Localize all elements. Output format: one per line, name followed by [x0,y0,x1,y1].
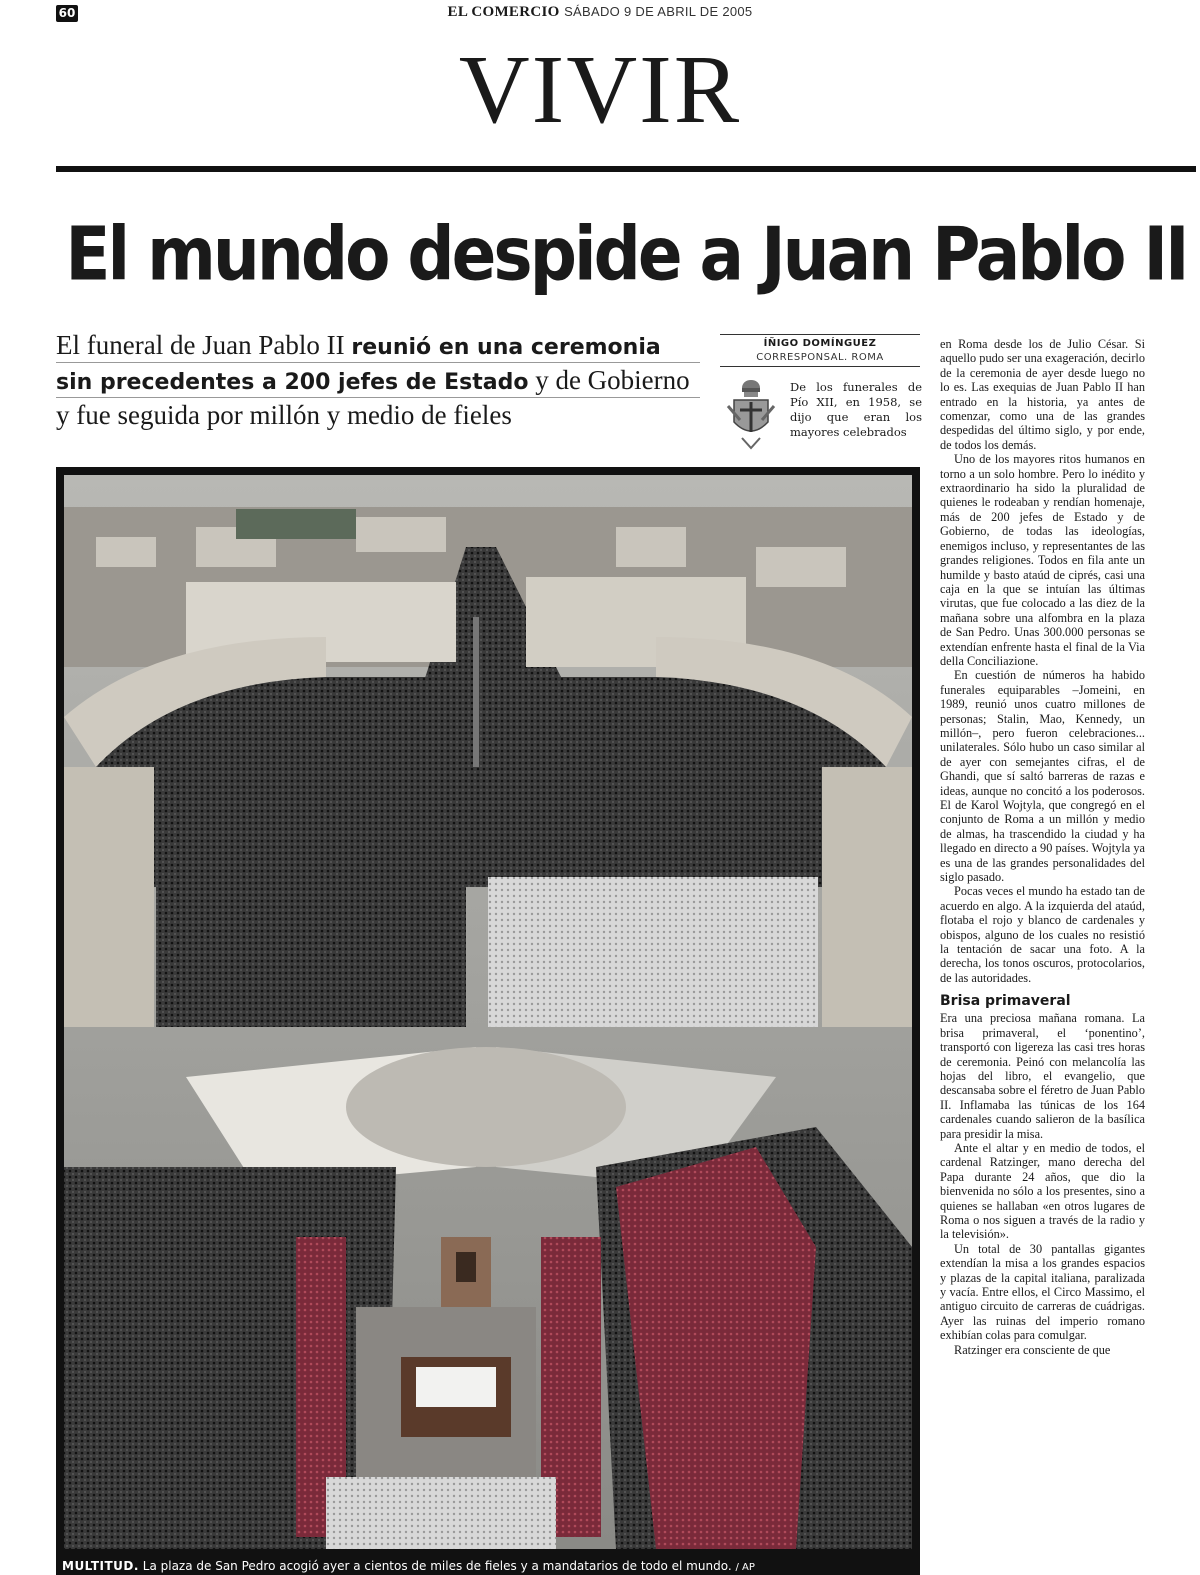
deck-bold: reunió en una ceremonia [351,335,661,360]
body-paragraph: Un total de 30 pantallas gigantes extendían la misa a los grandes espacios y plazas de la capital italiana, paralizada y vacía. Entre ellos, el Circo Massimo, el antiguo circuito de carreras de cuádrigas. Ayer las ruinas del imperio romano exhibían colas para comulgar. [940,1241,1145,1343]
deck-text: y de Gobierno [528,365,690,395]
page-number: 60 [56,5,78,22]
body-paragraph: Ratzinger era consciente de que [954,1342,1111,1357]
deck-text: y fue seguida por millón y medio de fieles [56,400,512,430]
body-paragraph: Pocas veces el mundo ha estado tan de acuerdo en algo. A la izquierda del ataúd, flotaba el rojo y blanco de cardenales y obispos, alguno de los cuales no resistió la tentación de sacar una foto. A la derecha, los tonos oscuros, protocolarios, de las autoridades. [940,884,1145,985]
deck-bold: sin precedentes a 200 jefes de Estado [56,370,529,395]
deck [56,328,700,432]
st-peters-square-photo [56,467,920,1557]
publication-name: EL COMERCIO [447,4,560,20]
caption-label: MULTITUD. [62,1559,139,1573]
headline: El mundo despide a Juan Pablo II [65,211,1187,298]
caption-text: La plaza de San Pedro acogió ayer a cientos de miles de fieles y a mandatarios de todo el mundo. [138,1559,736,1573]
body-paragraph: Uno de los mayores ritos humanos en torno a un solo hombre. Pero lo inédito y extraordinario ha sido la pluralidad de quienes le rodeaban y rendían homenaje, más de 200 jefes de Estado y de Gobierno, de todas las ideologías, enemigos incluso, y representantes de las grandes religiones. Todos en fila ante un humilde y basto ataúd de ciprés, casi una caja en la que se intuían las últimas virutas, que fue colocado a las diez de la mañana sobre una alfombra en la plaza de San Pedro. Unas 300.000 personas se extendían enfrente hasta el final de la Via della Conciliazione. [940,452,1145,668]
photo-caption [56,1557,920,1575]
photo-credit: / AP [735,1562,755,1573]
deck-line-3 [56,398,700,432]
deck-text: El funeral de Juan Pablo II [56,330,352,360]
article-body [940,337,1145,1575]
body-paragraph: Era una preciosa mañana romana. La brisa primaveral, el ‘ponentino’, transportó con ligereza las casi tres horas de ceremonia. Peinó con melancolía las hojas del libro, el evangelio, que descansaba sobre el féretro de Juan Pablo II. Inflamaba las túnicas de los 164 cardenales cuando salieron de la basílica para presidir la misa. [940,1011,1145,1141]
deck-line-2 [56,363,700,398]
deck-line-1 [56,328,700,363]
subhead: Brisa primaveral [940,993,1071,1010]
section-title: VIVIR [458,36,742,144]
byline-role: CORRESPONSAL. ROMA [756,352,884,363]
section-rule [56,166,1196,172]
publication-date: SÁBADO 9 DE ABRIL DE 2005 [564,4,753,19]
body-paragraph: en Roma desde los de Julio César. Si aquello pudo ser una exageración, decirlo de la ceremonia de ayer desde luego no lo es. Las exequias de Juan Pablo II han entrado en la historia, ya antes de comenzar, como una de las grandes despedidas del último siglo, y por ende, de todos los demás. [940,337,1145,452]
masthead [0,4,1200,21]
byline [720,334,920,367]
byline-name: ÍÑIGO DOMÍNGUEZ [763,338,877,349]
body-paragraph: En cuestión de números ha habido funerales equiparables –Jomeini, en 1989, reunió unos cuatro millones de personas; Stalin, Mao, Kennedy, un millón–, pero fueron celebraciones... unilaterales. Sólo hubo un caso similar al de ayer con semejantes cifras, el de Ghandi, que sí saltó barreras de razas e ideas, aunque no concitó a los poderosos. El de Karol Wojtyla, que congregó en el conjunto de Roma a un millón y medio de almas, ha trascendido la ciudad y ha llegado en directo a 90 países. Wojtyla ya es una de las grandes personalidades del siglo pasado. [940,668,1145,885]
sidenote: De los funerales de Pío XII, en 1958, se dijo que eran los mayores celebrados [790,380,922,439]
papal-emblem-icon [722,376,780,452]
body-paragraph: Ante el altar y en medio de todos, el cardenal Ratzinger, mano derecha del Papa durante 24 años, que dio la bienvenida no sólo a los presentes, sino a quienes se hallaban «en otros lugares de Roma o nos siguen a través de la radio y la televisión». [940,1140,1145,1242]
